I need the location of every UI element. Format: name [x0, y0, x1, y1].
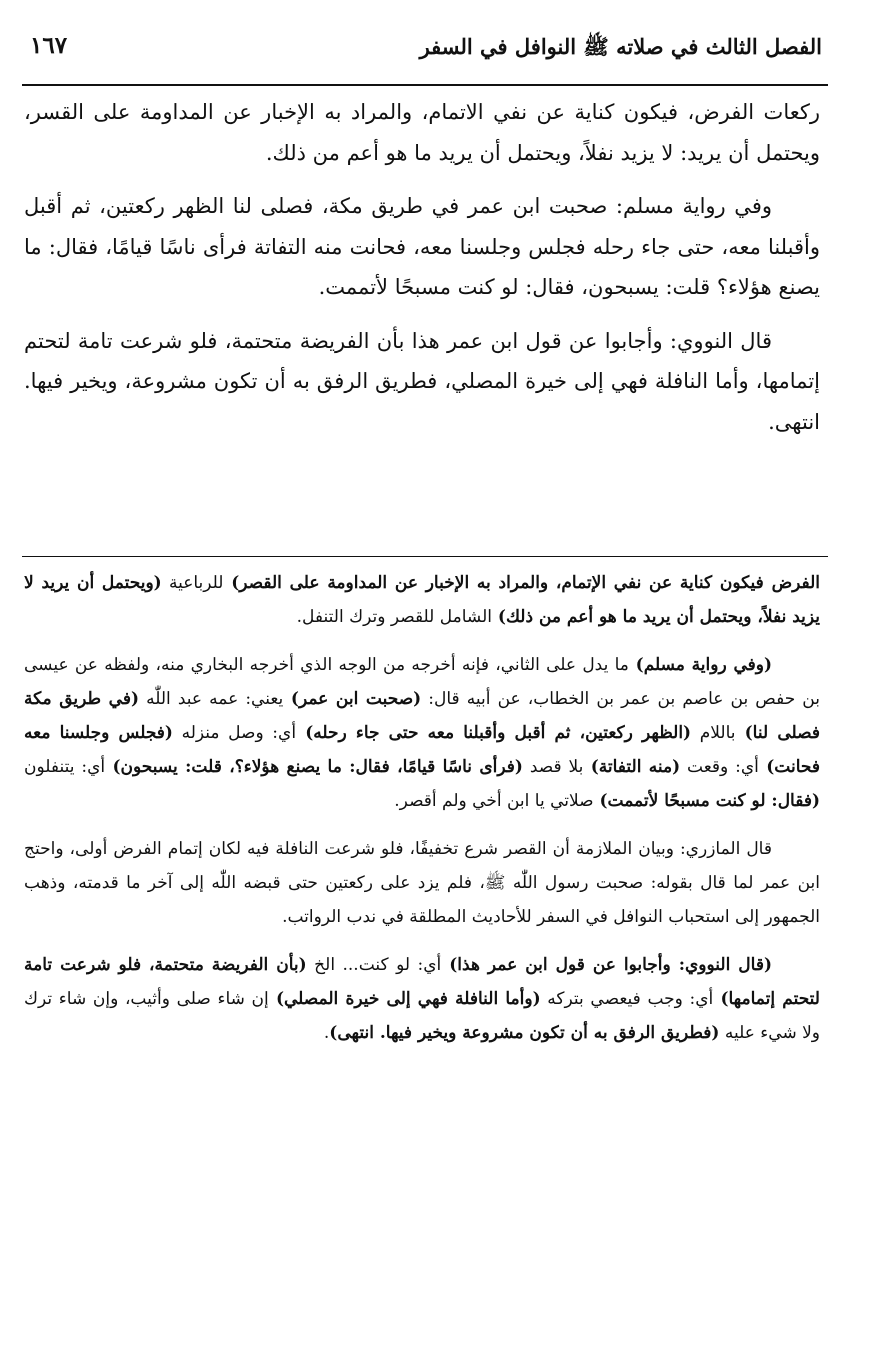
- explanation-text-run: ما يدل على الثاني، فإنه أخرجه من الوجه الذي أخرجه البخاري منه، ولفظه عن عيسى بن حفص بن عاصم بن عمر بن الخطاب، عن أبيه قال:: [24, 655, 820, 709]
- quoted-text-run: (وفي رواية مسلم): [628, 655, 772, 675]
- explanation-text-run: للرباعية: [161, 573, 224, 593]
- explanation-text-run: صلاتي يا ابن أخي ولم أقصر.: [394, 791, 594, 811]
- commentary: [24, 566, 820, 1050]
- main-paragraph-2: وفي رواية مسلم: صحبت ابن عمر في طريق مكة، فصلى لنا الظهر ركعتين، ثم أقبل وأقبلنا معه، حتى جاء رحله فجلس وجلسنا معه، فحانت منه التفاتة فرأى ناسًا قيامًا، فقال: ما يصنع هؤلاء؟ قلت: يسبحون، فقال: لو كنت مسبحًا لأتممت.: [24, 194, 820, 299]
- quoted-text-run: (فقال: لو كنت مسبحًا لأتممت): [593, 791, 820, 811]
- explanation-text-run: أي: وصل منزله: [172, 723, 297, 743]
- explanation-text-run: أي: وجب فيعصي بتركه: [540, 989, 714, 1009]
- quoted-text-run: (قال النووي: وأجابوا عن قول ابن عمر هذا): [441, 955, 773, 975]
- explanation-text-run: أي: يتنفلون: [24, 757, 106, 777]
- running-header: [30, 30, 822, 78]
- quoted-text-run: (فرأى ناسًا قيامًا، فقال: ما يصنع هؤلاء؟، قلت: يسبحون): [105, 757, 523, 777]
- explanation-text-run: يعني: عمه عبد اللّٰه: [139, 689, 284, 709]
- quoted-text-run: (ويحتمل أن يريد لا يزيد نفلاً، ويحتمل أن يريد ما هو أعم من ذلك): [24, 573, 820, 627]
- chapter-title: الفصل الثالث في صلاته ﷺ النوافل في السفر: [419, 34, 822, 59]
- explanation-text-run: بلا قصد: [522, 757, 584, 777]
- quoted-text-run: (بأن الفريضة متحتمة، فلو شرعت تامة لتحتم إتمامها): [24, 955, 820, 1009]
- page-number: ١٦٧: [30, 32, 68, 59]
- quoted-text-run: (صحبت ابن عمر): [283, 689, 422, 709]
- main-paragraph-1: ركعات الفرض، فيكون كناية عن نفي الاتمام، والمراد به الإخبار عن المداومة على القسر، ويحتمل أن يريد: لا يزيد نفلاً، ويحتمل أن يريد ما هو أعم من ذلك.: [24, 100, 820, 165]
- main-paragraph-3: قال النووي: وأجابوا عن قول ابن عمر هذا بأن الفريضة متحتمة، فلو شرعت تامة لتحتم إتمامها، وأما النافلة فهي إلى خيرة المصلي، فطريق الرفق به أن تكون مشروعة، ويخير فيها. انتهى.: [24, 328, 820, 434]
- main-text: [24, 92, 820, 442]
- quoted-text-run: (الظهر ركعتين، ثم أقبل وأقبلنا معه حتى جاء رحله): [296, 723, 692, 743]
- explanation-text-run: أي: لو كنت... الخ: [306, 955, 442, 975]
- explanation-text-run: أي: وقعت: [680, 757, 759, 777]
- commentary-paragraph-2: [24, 648, 820, 818]
- explanation-text-run: الشامل للقصر وترك التنفل.: [296, 607, 492, 627]
- header-rule: [22, 84, 828, 86]
- commentary-paragraph-3: قال المازري: وبيان الملازمة أن القصر شرع تخفيفًا، فلو شرعت النافلة فيه لكان إتمام الفرض أولى، واحتج ابن عمر لما قال بقوله: صحبت رسول اللّٰه ﷺ، فلم يزد على ركعتين حتى قبضه اللّٰه إلى آخر ما قدمته، وذهب الجمهور إلى استحباب النوافل في السفر للأحاديث المطلقة في ندب الرواتب.: [24, 839, 820, 927]
- explanation-text-run: إن شاء صلى وأثيب، وإن شاء ترك ولا شيء عليه: [24, 989, 820, 1043]
- quoted-text-run: (فجلس وجلسنا معه فحانت): [24, 723, 820, 777]
- explanation-text-run: .: [323, 1023, 330, 1043]
- commentary-paragraph-1: [24, 566, 820, 634]
- quoted-text-run: (في طريق مكة فصلى لنا): [24, 689, 820, 743]
- commentary-paragraph-4: [24, 948, 820, 1050]
- quoted-text-run: (فطريق الرفق به أن تكون مشروعة ويخير فيها. انتهى): [329, 1023, 720, 1043]
- quoted-text-run: الفرض فيكون كناية عن نفي الإتمام، والمراد به الإخبار عن المداومة على القصر): [223, 573, 820, 593]
- quoted-text-run: (منه التفاتة): [583, 757, 681, 777]
- quoted-text-run: (وأما النافلة فهي إلى خيرة المصلي): [268, 989, 541, 1009]
- explanation-text-run: باللام: [691, 723, 736, 743]
- section-divider: [22, 556, 828, 557]
